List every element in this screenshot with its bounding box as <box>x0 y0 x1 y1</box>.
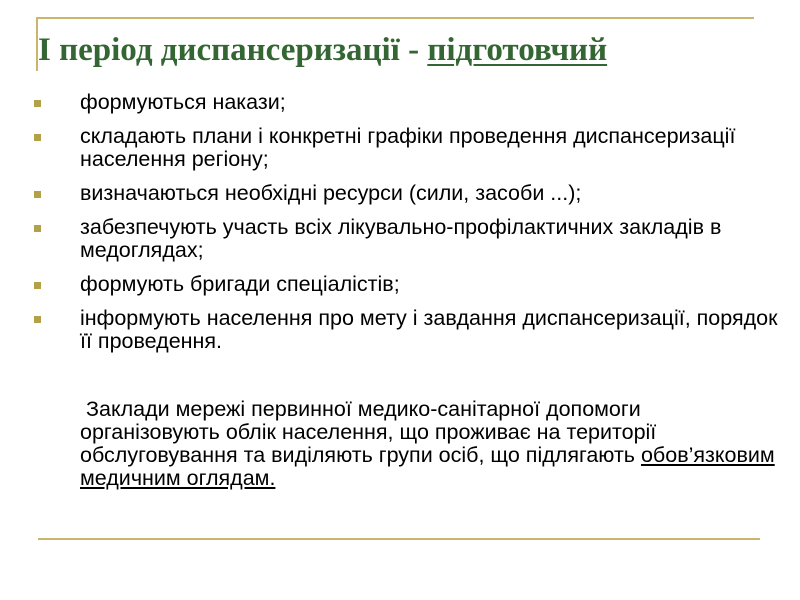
title-main-text: I період диспансеризації - <box>38 32 428 68</box>
bullet-text: формують бригади спеціалістів; <box>80 272 400 296</box>
bullet-item <box>0 91 800 114</box>
square-bullet-icon <box>34 134 41 141</box>
bullet-item <box>0 182 800 205</box>
paragraph-underlined-text: обов’язковим медичним оглядам. <box>80 443 775 490</box>
slide-title <box>38 27 607 73</box>
bullet-text: інформують населення про мету і завдання диспансеризації, порядок її проведення. <box>80 306 778 353</box>
bullet-item <box>0 273 800 296</box>
square-bullet-icon <box>34 282 41 289</box>
bullet-item <box>0 307 800 353</box>
bullet-text: визначаються необхідні ресурси (сили, засоби ...); <box>80 181 582 205</box>
bullet-item <box>0 216 800 262</box>
bullet-text: складають плани і конкретні графіки проведення диспансеризації населення регіону; <box>80 124 736 171</box>
bullet-list <box>0 91 800 364</box>
bullet-text: забезпечують участь всіх лікувально-профілактичних закладів в медоглядах; <box>80 215 722 262</box>
paragraph-text: Заклади мережі первинної медико-санітарної допомоги організовують облік населення, що проживає на території обслуговування та виділяють групи осіб, що підлягають <box>80 397 657 467</box>
title-underlined-text: підготовчий <box>427 32 608 68</box>
square-bullet-icon <box>34 100 41 107</box>
square-bullet-icon <box>34 191 41 198</box>
square-bullet-icon <box>34 225 41 232</box>
bullet-item <box>0 125 800 171</box>
square-bullet-icon <box>34 316 41 323</box>
bullet-text: формуються накази; <box>80 90 286 114</box>
top-decorative-rule <box>36 17 754 19</box>
closing-paragraph <box>80 398 785 490</box>
bottom-decorative-rule <box>38 538 760 540</box>
